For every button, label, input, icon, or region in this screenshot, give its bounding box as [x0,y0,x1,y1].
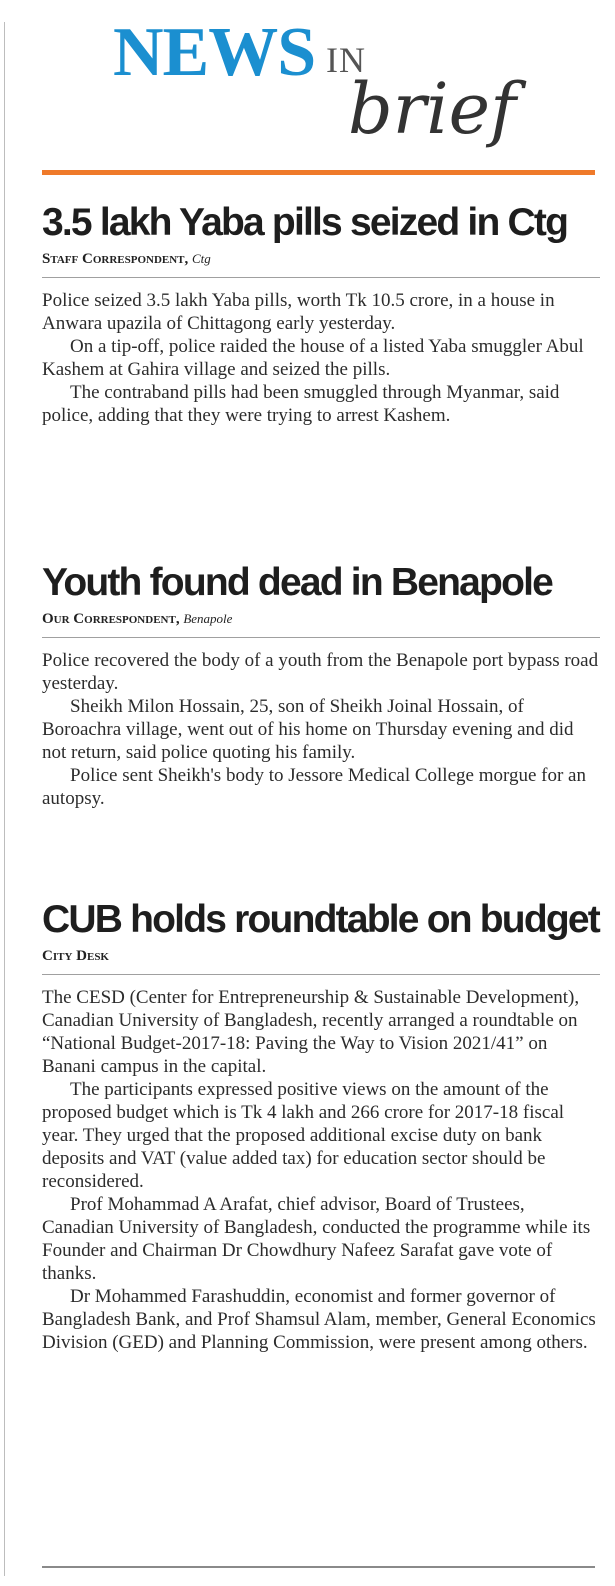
masthead-in-word: IN [326,40,366,80]
byline-place: Ctg [192,251,211,266]
masthead-brief-word: brief [348,68,516,150]
byline-author: Staff Correspondent, [42,251,189,267]
page-bottom-rule [42,1566,595,1568]
article-headline: Youth found dead in Benapole [42,561,553,604]
byline-divider [42,277,600,278]
byline-divider [42,637,600,638]
article-byline [42,249,600,269]
article-headline: CUB holds roundtable on budget [42,898,599,941]
section-masthead [0,0,615,180]
news-article-cub-roundtable [42,898,600,1354]
byline-author: City Desk [42,948,109,964]
article-byline [42,609,600,629]
article-paragraph: Prof Mohammad A Arafat, chief advisor, Board of Trustees, Canadian University of Bangladesh, conducted the programme while its Founder and Chairman Dr Chowdhury Nafeez Sarafat gave vote of thanks. [42,1194,591,1284]
article-headline: 3.5 lakh Yaba pills seized in Ctg [42,201,568,244]
article-body [42,986,600,1354]
article-paragraph: The contraband pills had been smuggled through Myanmar, said police, adding that they were trying to arrest Kashem. [42,382,560,426]
article-byline [42,946,600,966]
article-paragraph: Police seized 3.5 lakh Yaba pills, worth Tk 10.5 crore, in a house in Anwara upazila of Chittagong early yesterday. [42,290,555,334]
article-paragraph: Police recovered the body of a youth from the Benapole port bypass road yesterday. [42,650,599,694]
article-paragraph: Dr Mohammed Farashuddin, economist and former governor of Bangladesh Bank, and Prof Shamsul Alam, member, General Economics Division (GED) and Planning Commission, were present among others. [42,1286,596,1353]
article-paragraph: Sheikh Milon Hossain, 25, son of Sheikh Joinal Hossain, of Boroachra village, went out of his home on Thursday evening and did not return, said police quoting his family. [42,696,574,763]
masthead-orange-rule [42,170,595,175]
article-body [42,649,600,810]
article-paragraph: On a tip-off, police raided the house of a listed Yaba smuggler Abul Kashem at Gahira village and seized the pills. [42,336,584,380]
article-body [42,289,600,427]
masthead-news-word: NEWS [113,14,316,91]
byline-author: Our Correspondent, [42,611,180,627]
article-paragraph: Police sent Sheikh's body to Jessore Medical College morgue for an autopsy. [42,765,586,809]
byline-divider [42,974,600,975]
news-article-yaba [42,201,600,427]
article-paragraph: The participants expressed positive views on the amount of the proposed budget which is Tk 4 lakh and 266 crore for 2017-18 fiscal year. They urged that the proposed additional excise duty on bank deposits and VAT (value added tax) for education sector should be reconsidered. [42,1079,565,1192]
page-left-rule [4,22,5,1576]
byline-place: Benapole [183,611,233,626]
news-article-benapole [42,561,600,810]
article-paragraph: The CESD (Center for Entrepreneurship & Sustainable Development), Canadian University of Bangladesh, recently arranged a roundtable on “National Budget-2017-18: Paving the Way to Vision 2021/41” on Banani campus in the capital. [42,987,580,1077]
